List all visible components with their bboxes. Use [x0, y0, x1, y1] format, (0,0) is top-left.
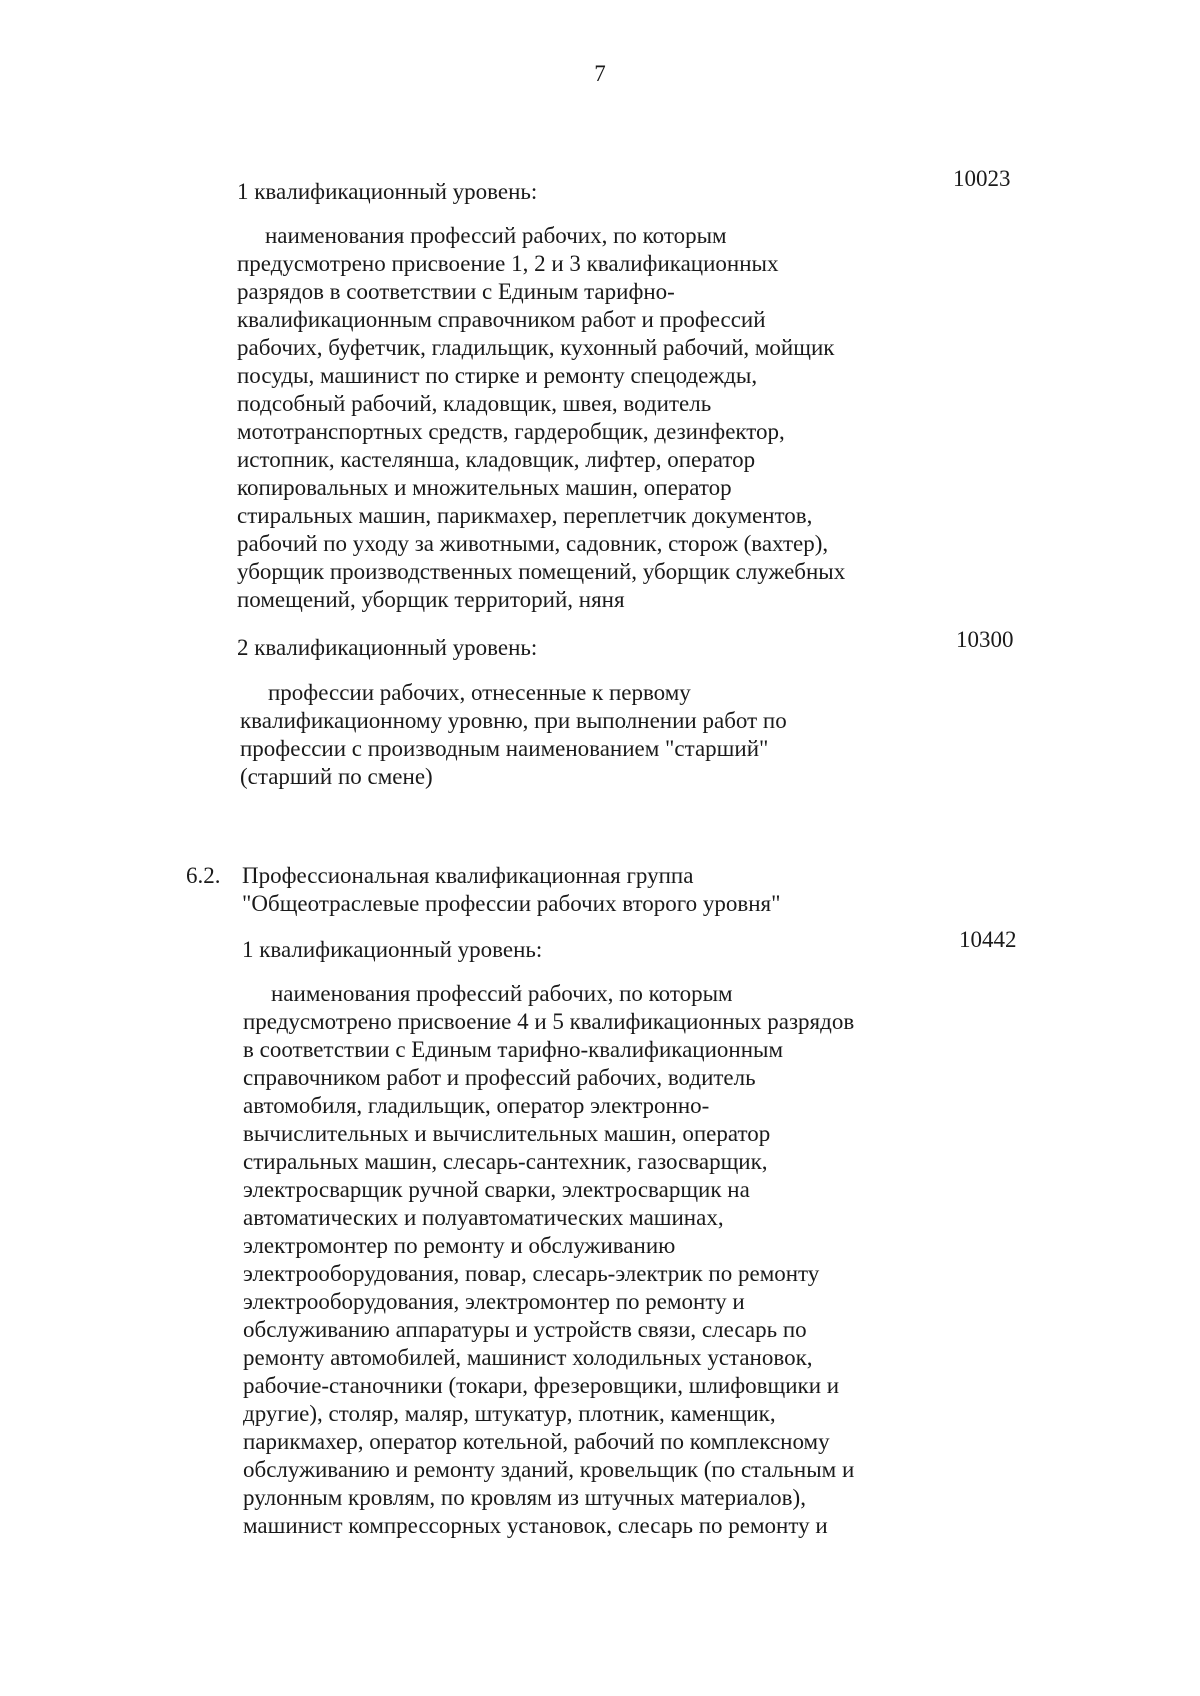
- description-line: квалификационным справочником работ и профессий: [237, 307, 766, 332]
- description-line: наименования профессий рабочих, по которым: [271, 981, 733, 1006]
- description-line: разрядов в соответствии с Единым тарифно-: [237, 279, 675, 304]
- level-1-code: 10023: [953, 166, 1011, 191]
- description-line: помещений, уборщик территорий, няня: [237, 587, 625, 612]
- description-line: электромонтер по ремонту и обслуживанию: [243, 1233, 676, 1258]
- description-line: парикмахер, оператор котельной, рабочий по комплексному: [243, 1429, 830, 1454]
- description-line: ремонту автомобилей, машинист холодильных установок,: [243, 1345, 813, 1370]
- description-line: квалификационному уровню, при выполнении работ по: [240, 708, 787, 733]
- section-number: 6.2.: [186, 863, 221, 888]
- description-line: стиральных машин, слесарь-сантехник, газосварщик,: [243, 1149, 768, 1174]
- description-line: наименования профессий рабочих, по которым: [265, 223, 727, 248]
- description-line: мототранспортных средств, гардеробщик, дезинфектор,: [237, 419, 785, 444]
- section-title: [242, 862, 781, 918]
- page-number: 7: [594, 61, 606, 86]
- description-line: рабочий по уходу за животными, садовник, сторож (вахтер),: [237, 531, 829, 556]
- description-line: справочником работ и профессий рабочих, водитель: [243, 1065, 756, 1090]
- level-1-label: 1 квалификационный уровень:: [242, 937, 543, 962]
- description-line: обслуживанию аппаратуры и устройств связи, слесарь по: [243, 1317, 807, 1342]
- level-2-label: 2 квалификационный уровень:: [237, 635, 538, 660]
- section-title-line: Профессиональная квалификационная группа: [242, 863, 694, 888]
- description-line: рабочих, буфетчик, гладильщик, кухонный рабочий, мойщик: [237, 335, 835, 360]
- description-line: стиральных машин, парикмахер, переплетчик документов,: [237, 503, 813, 528]
- description-line: другие), столяр, маляр, штукатур, плотник, каменщик,: [243, 1401, 776, 1426]
- description-line: уборщик производственных помещений, уборщик служебных: [237, 559, 846, 584]
- description-line: предусмотрено присвоение 4 и 5 квалификационных разрядов: [243, 1009, 855, 1034]
- description-line: автоматических и полуавтоматических машинах,: [243, 1205, 724, 1230]
- description-line: электрооборудования, повар, слесарь-электрик по ремонту: [243, 1261, 820, 1286]
- level-1-description: [237, 222, 845, 614]
- description-line: предусмотрено присвоение 1, 2 и 3 квалификационных: [237, 251, 779, 276]
- description-line: истопник, кастелянша, кладовщик, лифтер, оператор: [237, 447, 756, 472]
- description-line: копировальных и множительных машин, оператор: [237, 475, 732, 500]
- section-title-line: "Общеотраслевые профессии рабочих второго уровня": [242, 891, 781, 916]
- description-line: электросварщик ручной сварки, электросварщик на: [243, 1177, 750, 1202]
- level-1-code: 10442: [959, 927, 1017, 952]
- description-line: рабочие-станочники (токари, фрезеровщики, шлифовщики и: [243, 1373, 840, 1398]
- level-1-label: 1 квалификационный уровень:: [237, 179, 538, 204]
- description-line: посуды, машинист по стирке и ремонту спецодежды,: [237, 363, 758, 388]
- description-line: электрооборудования, электромонтер по ремонту и: [243, 1289, 745, 1314]
- level-2-code: 10300: [956, 627, 1014, 652]
- description-line: автомобиля, гладильщик, оператор электронно-: [243, 1093, 710, 1118]
- description-line: машинист компрессорных установок, слесарь по ремонту и: [243, 1513, 828, 1538]
- description-line: профессии с производным наименованием "старший": [240, 736, 769, 761]
- description-line: обслуживанию и ремонту зданий, кровельщик (по стальным и: [243, 1457, 855, 1482]
- level-2-description: [240, 679, 787, 791]
- level-1-description: [243, 980, 854, 1540]
- description-line: вычислительных и вычислительных машин, оператор: [243, 1121, 771, 1146]
- description-line: рулонным кровлям, по кровлям из штучных материалов),: [243, 1485, 806, 1510]
- description-line: (старший по смене): [240, 764, 433, 789]
- description-line: в соответствии с Единым тарифно-квалификационным: [243, 1037, 784, 1062]
- description-line: подсобный рабочий, кладовщик, швея, водитель: [237, 391, 712, 416]
- description-line: профессии рабочих, отнесенные к первому: [268, 680, 691, 705]
